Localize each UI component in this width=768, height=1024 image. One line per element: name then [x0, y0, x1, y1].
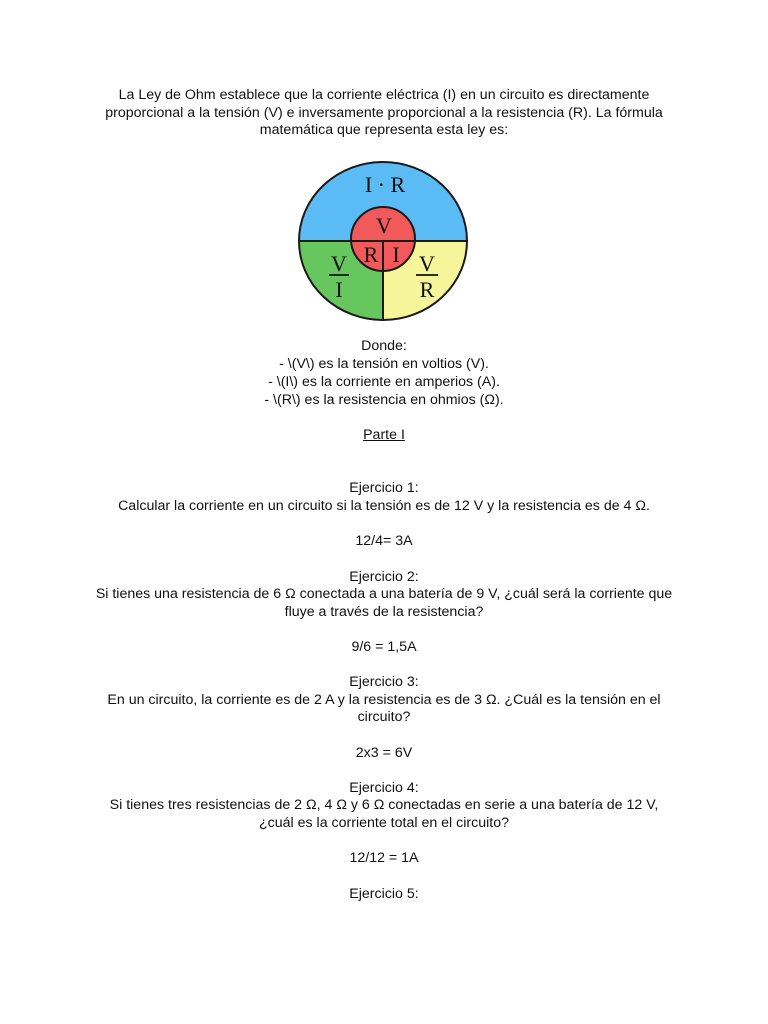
intro-line: proporcional a la tensión (V) e inversamente proporcional a la resistencia (R). La fórmula: [105, 105, 663, 121]
wheel-left-numerator: V: [331, 251, 347, 276]
section-title-text: Parte I: [363, 427, 405, 443]
wheel-top-label: I · R: [364, 172, 406, 197]
exercise-answer: 12/12 = 1A: [349, 850, 419, 866]
exercise-question-line: fluye a través de la resistencia?: [284, 604, 484, 620]
intro-line: La Ley de Ohm establece que la corriente eléctrica (I) en un circuito es directamente: [118, 87, 650, 103]
definitions-heading: Donde:: [361, 338, 407, 354]
definition-item: - \(R\) es la resistencia en ohmios (Ω).: [264, 392, 504, 408]
exercise-title: Ejercicio 2:: [349, 569, 419, 585]
exercise-answer: 9/6 = 1,5A: [351, 639, 417, 655]
definition-item: - \(V\) es la tensión en voltios (V).: [279, 356, 489, 372]
definition-item: - \(I\) es la corriente en amperios (A).: [268, 374, 500, 390]
exercise-question-line: ¿cuál es la corriente total en el circuito?: [259, 815, 509, 831]
ohm-law-wheel-diagram: [297, 160, 469, 322]
exercise-title: Ejercicio 4:: [349, 780, 419, 796]
wheel-left-denominator: I: [335, 277, 343, 302]
exercise-question-line: Si tienes tres resistencias de 2 Ω, 4 Ω y 6 Ω conectadas en serie a una batería de 12 V,: [109, 797, 659, 813]
exercise-title: Ejercicio 3:: [349, 674, 419, 690]
exercise-answer: 2x3 = 6V: [355, 745, 413, 761]
intro-line: matemática que representa esta ley es:: [259, 122, 509, 138]
exercise-title: Ejercicio 1:: [349, 480, 419, 496]
wheel-center-right-label: I: [392, 242, 400, 267]
section-title: [0, 427, 768, 445]
exercise-question-line: Calcular la corriente en un circuito si la tensión es de 12 V y la resistencia es de 4 Ω.: [118, 498, 650, 514]
exercise-title: Ejercicio 5:: [349, 886, 419, 902]
exercise-answer: 12/4= 3A: [355, 533, 413, 549]
wheel-center-left-label: R: [363, 242, 379, 267]
exercise-question-line: Si tienes una resistencia de 6 Ω conectada a una batería de 9 V, ¿cuál será la corriente que: [95, 586, 673, 602]
wheel-right-numerator: V: [419, 251, 435, 276]
exercise-question-line: circuito?: [357, 709, 411, 725]
wheel-right-denominator: R: [419, 277, 435, 302]
exercise-question-line: En un circuito, la corriente es de 2 A y la resistencia es de 3 Ω. ¿Cuál es la tensión en el: [107, 692, 661, 708]
wheel-center-top-label: V: [376, 213, 392, 238]
